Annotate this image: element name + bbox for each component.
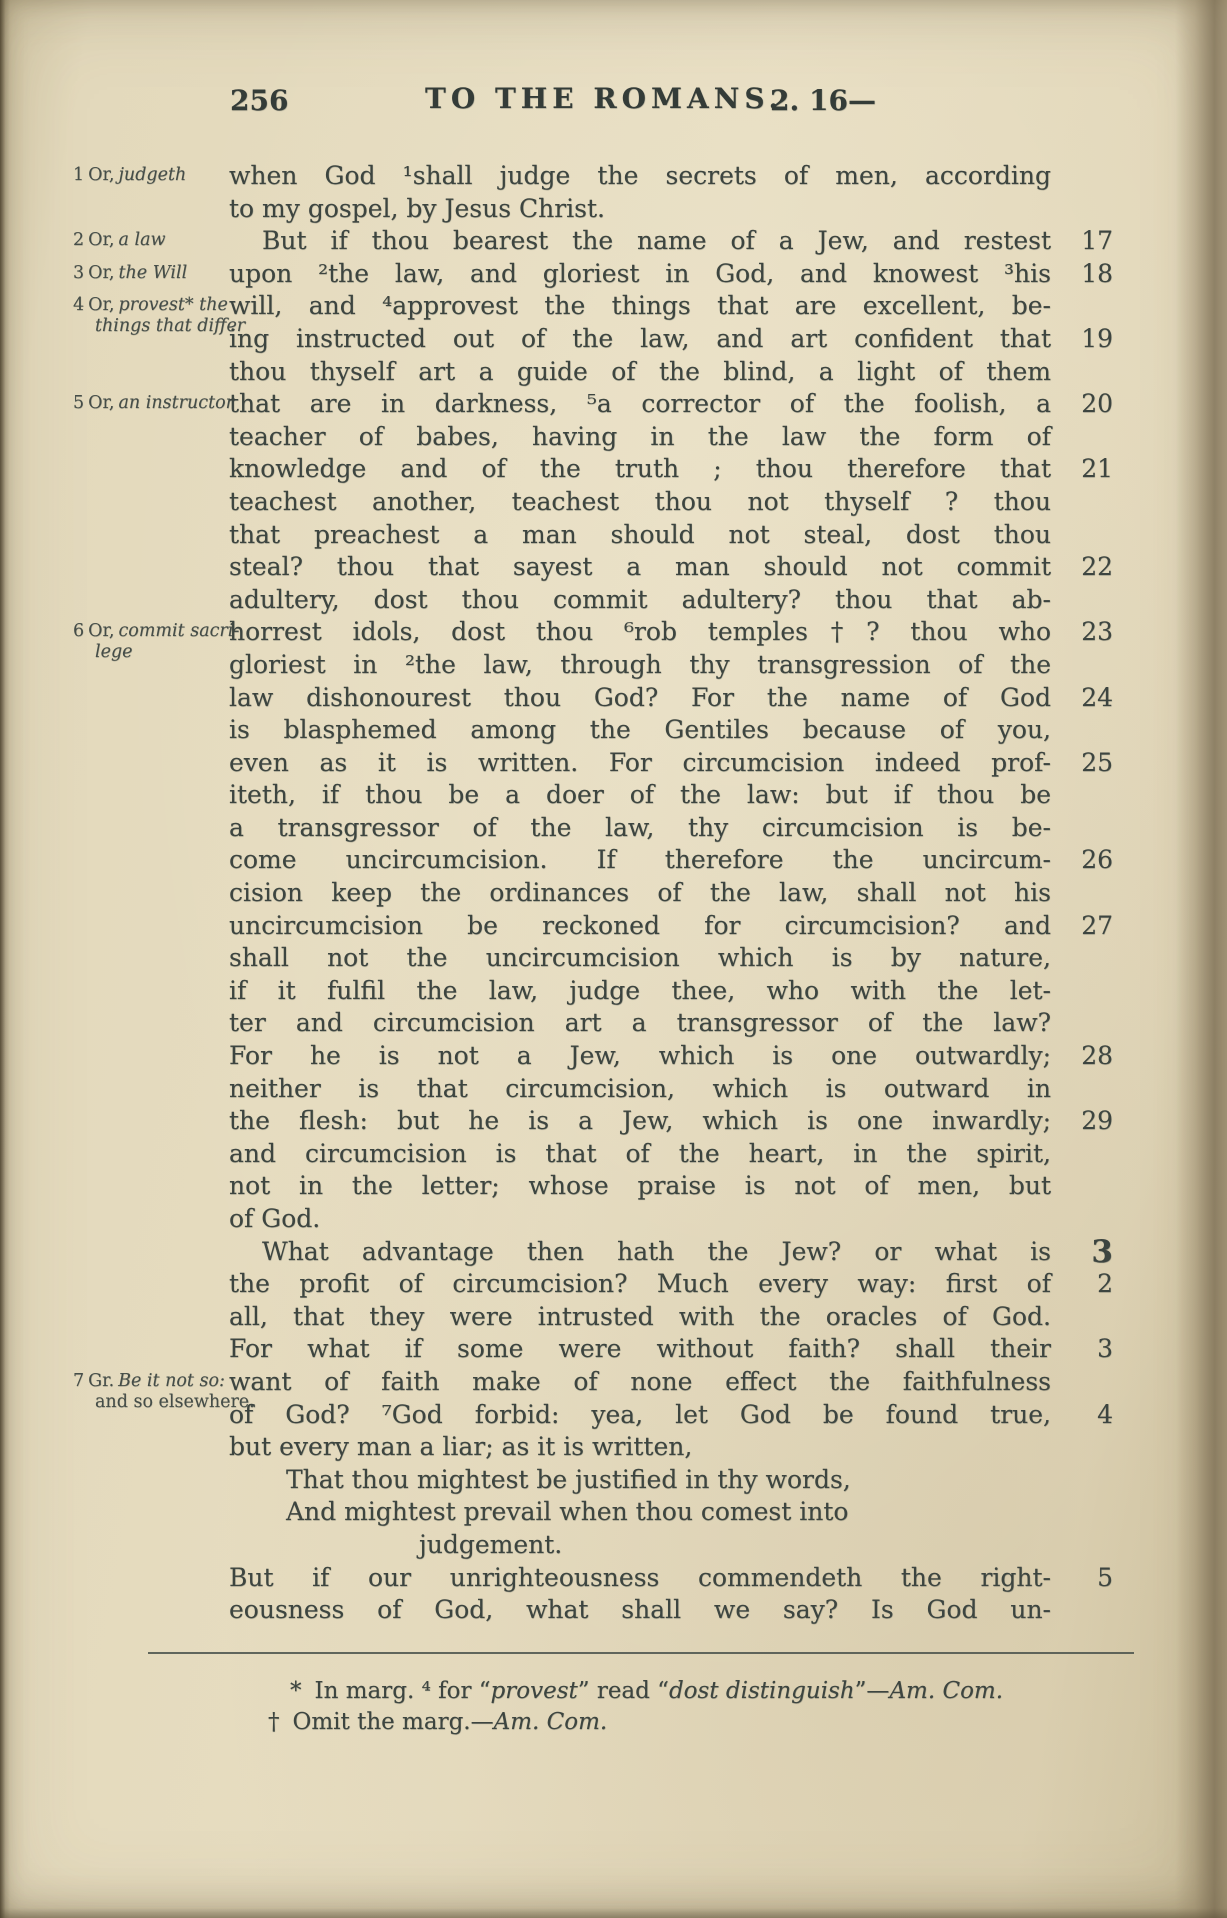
margin-note-lead: Or, [88, 230, 115, 251]
margin-note-alternative: provest* the [118, 295, 228, 316]
text-line [229, 812, 1051, 845]
text-line [229, 356, 1051, 389]
footnote-text: In marg. ⁴ for “ [314, 1678, 491, 1704]
line-text: of God? ⁷God forbid: yea, let God be found true, [229, 1399, 1051, 1429]
text-line [229, 551, 1113, 584]
verse-number: 21 [1081, 454, 1113, 484]
line-text: to my gospel, by Jesus Christ. [229, 193, 605, 223]
text-line [229, 225, 1113, 258]
footnote-text: Omit the marg.— [292, 1709, 494, 1735]
verse-number: 26 [1081, 845, 1113, 875]
footnote-text: ” read “ [577, 1678, 669, 1704]
margin-note-alternative-continued: things that differ [95, 316, 246, 337]
line-text: that preachest a man should not steal, dost thou [229, 519, 1051, 549]
margin-note-number: 7 [73, 1371, 85, 1392]
text-line [229, 519, 1051, 552]
margin-note [73, 165, 233, 186]
line-text: teachest another, teachest thou not thyself ? thou [229, 486, 1051, 516]
footnote-dagger [268, 1707, 1108, 1738]
line-text: but every man a liar; as it is written, [229, 1432, 693, 1462]
verse-number: 19 [1081, 323, 1113, 353]
margin-note-lead: Or, [88, 165, 115, 185]
text-line [229, 1562, 1113, 1595]
footnote-attribution: Am. Com. [889, 1678, 1004, 1704]
line-text: ing instructed out of the law, and art confident that [229, 323, 1051, 353]
text-line [229, 1366, 1051, 1399]
text-line [229, 877, 1051, 910]
margin-note-roman-continued: and so elsewhere. [95, 1392, 255, 1413]
text-line [229, 1073, 1051, 1106]
text-line [229, 747, 1113, 780]
margin-note-lead: Or, [88, 262, 115, 283]
verse-number: 27 [1081, 910, 1113, 940]
text-line [229, 1233, 1113, 1270]
verse-number: 23 [1081, 617, 1113, 647]
line-text: gloriest in ²the law, through thy transgression of the [229, 649, 1051, 679]
text-line [229, 193, 1051, 226]
text-line [229, 323, 1113, 356]
text-line [229, 616, 1113, 649]
text-line [229, 1496, 1051, 1529]
line-text: come uncircumcision. If therefore the uncircum- [229, 845, 1051, 875]
margin-note-number: 1 [73, 165, 85, 185]
margin-note [73, 295, 246, 337]
verse-number: 3 [1097, 1334, 1113, 1364]
dagger-symbol: † [268, 1709, 280, 1735]
text-line [229, 1268, 1113, 1301]
line-text: neither is that circumcision, which is outward in [229, 1073, 1051, 1103]
verse-number: 2 [1097, 1269, 1113, 1299]
page-left-edge [0, 0, 10, 1918]
margin-note-number: 5 [73, 393, 85, 414]
margin-note-alternative: a law [118, 230, 166, 251]
text-line [229, 1007, 1051, 1040]
line-text: But if our unrighteousness commendeth the right- [229, 1562, 1051, 1592]
margin-note-lead: Or, [88, 393, 115, 414]
margin-note-second-line [73, 316, 246, 337]
line-text: cision keep the ordinances of the law, shall not his [229, 878, 1051, 908]
footnote-divider [148, 1652, 1134, 1654]
line-text: if it fulfil the law, judge thee, who with the let- [229, 975, 1051, 1005]
text-line [229, 844, 1113, 877]
page-gutter-shadow [1175, 0, 1227, 1918]
line-text: not in the letter; whose praise is not of men, but [229, 1171, 1051, 1201]
line-text: is blasphemed among the Gentiles because of you, [229, 715, 1051, 745]
text-line [229, 1203, 1051, 1236]
text-line [229, 290, 1051, 323]
line-text: all, that they were intrusted with the oracles of God. [229, 1301, 1051, 1331]
text-line [229, 1464, 1051, 1497]
line-text: For what if some were without faith? shall their [229, 1334, 1051, 1364]
line-text: a transgressor of the law, thy circumcision is be- [229, 812, 1051, 842]
line-text: eousness of God, what shall we say? Is God un- [229, 1595, 1051, 1625]
line-text: What advantage then hath the Jew? or what is [262, 1236, 1051, 1266]
margin-note-lead: Or, [88, 295, 115, 316]
text-line [229, 1040, 1113, 1073]
verse-number: 20 [1081, 389, 1113, 419]
verse-number: 24 [1081, 682, 1113, 712]
text-line [229, 779, 1051, 812]
line-text: and circumcision is that of the heart, in the spirit, [229, 1138, 1051, 1168]
verse-number: 5 [1097, 1562, 1113, 1592]
text-line [229, 1431, 1051, 1464]
text-line [229, 910, 1113, 943]
footnote-italic: provest [490, 1678, 578, 1704]
page-number: 256 [230, 84, 289, 117]
margin-note-number: 2 [73, 230, 85, 251]
margin-note [73, 393, 233, 414]
line-text: thou thyself art a guide of the blind, a light of them [229, 356, 1051, 386]
margin-note-lead: Or, [88, 621, 115, 642]
running-title: TO THE ROMANS. [425, 82, 784, 115]
line-text: uncircumcision be reckoned for circumcision? and [229, 910, 1051, 940]
margin-note-number: 6 [73, 621, 85, 642]
verse-reference: 2. 16— [770, 84, 876, 117]
margin-note-alternative: Be it not so: [118, 1371, 225, 1392]
verse-number: 22 [1081, 552, 1113, 582]
verse-number: 3 [1091, 1233, 1113, 1270]
margin-note [73, 230, 233, 251]
text-line [229, 453, 1113, 486]
margin-note-alternative: an instructor [118, 393, 235, 414]
scripture-text-column [229, 160, 1113, 1627]
text-line [229, 1301, 1051, 1334]
line-text: even as it is written. For circumcision indeed prof- [229, 747, 1051, 777]
text-line [229, 160, 1051, 193]
text-line [229, 1399, 1113, 1432]
margin-notes-column [73, 0, 255, 1918]
text-line [229, 942, 1051, 975]
line-text: iteth, if thou be a doer of the law: but if thou be [229, 780, 1051, 810]
margin-note-alternative: commit sacri- [118, 621, 240, 642]
footnote-asterisk [268, 1676, 1108, 1707]
text-line [229, 1138, 1051, 1171]
verse-number: 28 [1081, 1041, 1113, 1071]
line-text: will, and ⁴approvest the things that are excellent, be- [229, 291, 1051, 321]
asterisk-symbol: * [290, 1678, 302, 1704]
line-text: of God. [229, 1204, 321, 1233]
text-line [229, 1594, 1051, 1627]
line-text: upon ²the law, and gloriest in God, and knowest ³his [229, 258, 1051, 288]
line-text: want of faith make of none effect the faithfulness [229, 1366, 1051, 1396]
line-text: And mightest prevail when thou comest into [286, 1497, 849, 1527]
margin-note-lead: Gr. [88, 1371, 115, 1392]
footnote-attribution: Am. Com. [493, 1709, 608, 1735]
text-line [229, 649, 1051, 682]
text-line [229, 682, 1113, 715]
line-text: horrest idols, dost thou ⁶rob temples†? thou who [229, 617, 1051, 647]
margin-note [73, 263, 233, 284]
verse-number: 17 [1081, 226, 1113, 256]
line-text: adultery, dost thou commit adultery? thou that ab- [229, 584, 1051, 614]
line-text: For he is not a Jew, which is one outwardly; [229, 1041, 1051, 1071]
line-text: law dishonourest thou God? For the name of God [229, 682, 1051, 712]
verse-number: 25 [1081, 747, 1113, 777]
line-text: that are in darkness, ⁵a corrector of the foolish, a [229, 389, 1051, 419]
margin-note-alternative: judgeth [118, 165, 187, 185]
margin-note-second-line [73, 642, 233, 663]
text-line [229, 1333, 1113, 1366]
margin-note-alternative: the Will [118, 262, 188, 283]
text-line [229, 486, 1051, 519]
line-text: steal? thou that sayest a man should not commit [229, 552, 1051, 582]
footnote-italic: dost distinguish [668, 1678, 855, 1704]
line-text: knowledge and of the truth ; thou therefore that [229, 454, 1051, 484]
text-line [229, 584, 1051, 617]
text-line [229, 975, 1051, 1008]
text-line [229, 1529, 1051, 1562]
line-text: the profit of circumcision? Much every way: first of [229, 1269, 1051, 1299]
text-line [229, 1170, 1051, 1203]
margin-note-second-line [73, 1392, 255, 1413]
line-text: teacher of babes, having in the law the form of [229, 421, 1051, 451]
text-line [229, 258, 1113, 291]
line-text: judgement. [419, 1529, 563, 1559]
text-line [229, 421, 1051, 454]
margin-note-alternative-continued: lege [95, 642, 133, 663]
verse-number: 29 [1081, 1106, 1113, 1136]
verse-number: 18 [1081, 258, 1113, 288]
footnote-text: ”— [854, 1678, 890, 1704]
text-line [229, 388, 1113, 421]
line-text: the flesh: but he is a Jew, which is one inwardly; [229, 1106, 1051, 1136]
line-text: But if thou bearest the name of a Jew, and restest [262, 226, 1051, 256]
line-text: That thou mightest be justified in thy words, [286, 1464, 851, 1494]
footnotes [268, 1676, 1108, 1738]
line-text: when God ¹shall judge the secrets of men, according [229, 161, 1051, 190]
verse-number: 4 [1097, 1399, 1113, 1429]
margin-note [73, 1371, 255, 1413]
margin-note-number: 4 [73, 295, 85, 316]
margin-note [73, 621, 240, 663]
margin-note-number: 3 [73, 262, 85, 283]
text-line [229, 714, 1051, 747]
line-text: ter and circumcision art a transgressor of the law? [229, 1008, 1051, 1038]
line-text: shall not the uncircumcision which is by nature, [229, 943, 1051, 973]
text-line [229, 1105, 1113, 1138]
